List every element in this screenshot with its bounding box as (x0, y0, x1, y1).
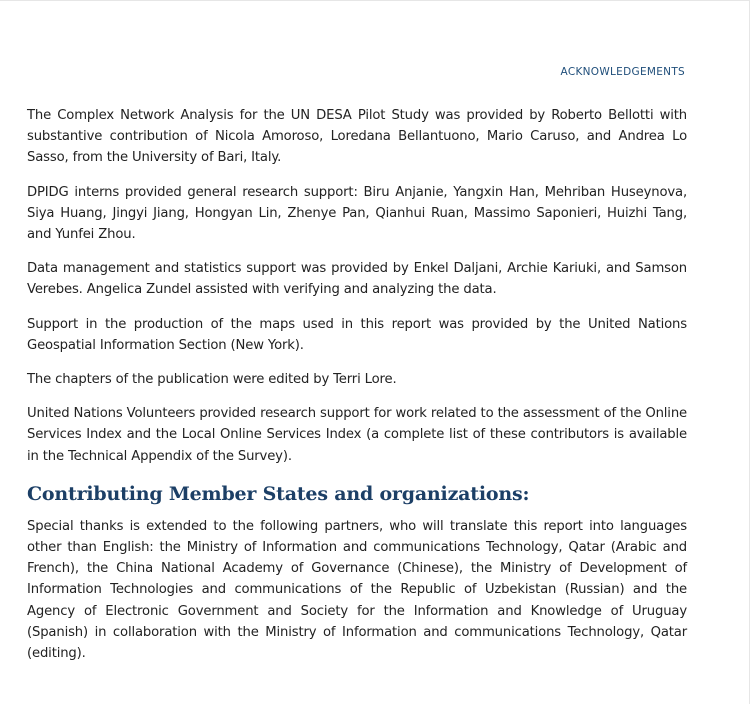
paragraph-maps-support: Support in the production of the maps used in this report was provided by the United Nations Geospatial Information Section (New York). (27, 316, 687, 353)
page-body (27, 105, 687, 677)
paragraph-editing: The chapters of the publication were edited by Terri Lore. (27, 372, 397, 388)
paragraph-data-management: Data management and statistics support was provided by Enkel Daljani, Archie Kariuki, and Samson Verebes. Angelica Zundel assisted with verifying and analyzing the data. (27, 261, 687, 298)
paragraph-volunteers: United Nations Volunteers provided research support for work related to the assessment of the Online Services Index and the Local Online Services Index (a complete list of these contributors is available in the Technical Appendix of the Survey). (27, 406, 687, 464)
paragraph-translation-partners: Special thanks is extended to the following partners, who will translate this report into languages other than English: the Ministry of Information and communications Technology, Qatar (Arabic and French), the China National Academy of Governance (Chinese), the Ministry of Development of Information Technologies and communications of the Republic of Uzbekistan (Russian) and the Agency of Electronic Government and Society for the Information and Knowledge of Uruguay (Spanish) in collaboration with the Ministry of Information and communications Technology, Qatar (editing). (27, 518, 687, 662)
running-header: ACKNOWLEDGEMENTS (560, 66, 685, 78)
paragraph-interns: DPIDG interns provided general research support: Biru Anjanie, Yangxin Han, Mehriban Huseynova, Siya Huang, Jingyi Jiang, Hongyan Lin, Zhenye Pan, Qianhui Ruan, Massimo Saponieri, Huizhi Tang, and Yunfei Zhou. (27, 184, 687, 243)
paragraph-network-analysis: The Complex Network Analysis for the UN DESA Pilot Study was provided by Roberto Bellotti with substantive contribution of Nicola Amoroso, Loredana Bellantuono, Mario Caruso, and Andrea Lo Sasso, from the University of Bari, Italy. (27, 108, 687, 166)
section-heading: Contributing Member States and organizations: (27, 482, 530, 505)
